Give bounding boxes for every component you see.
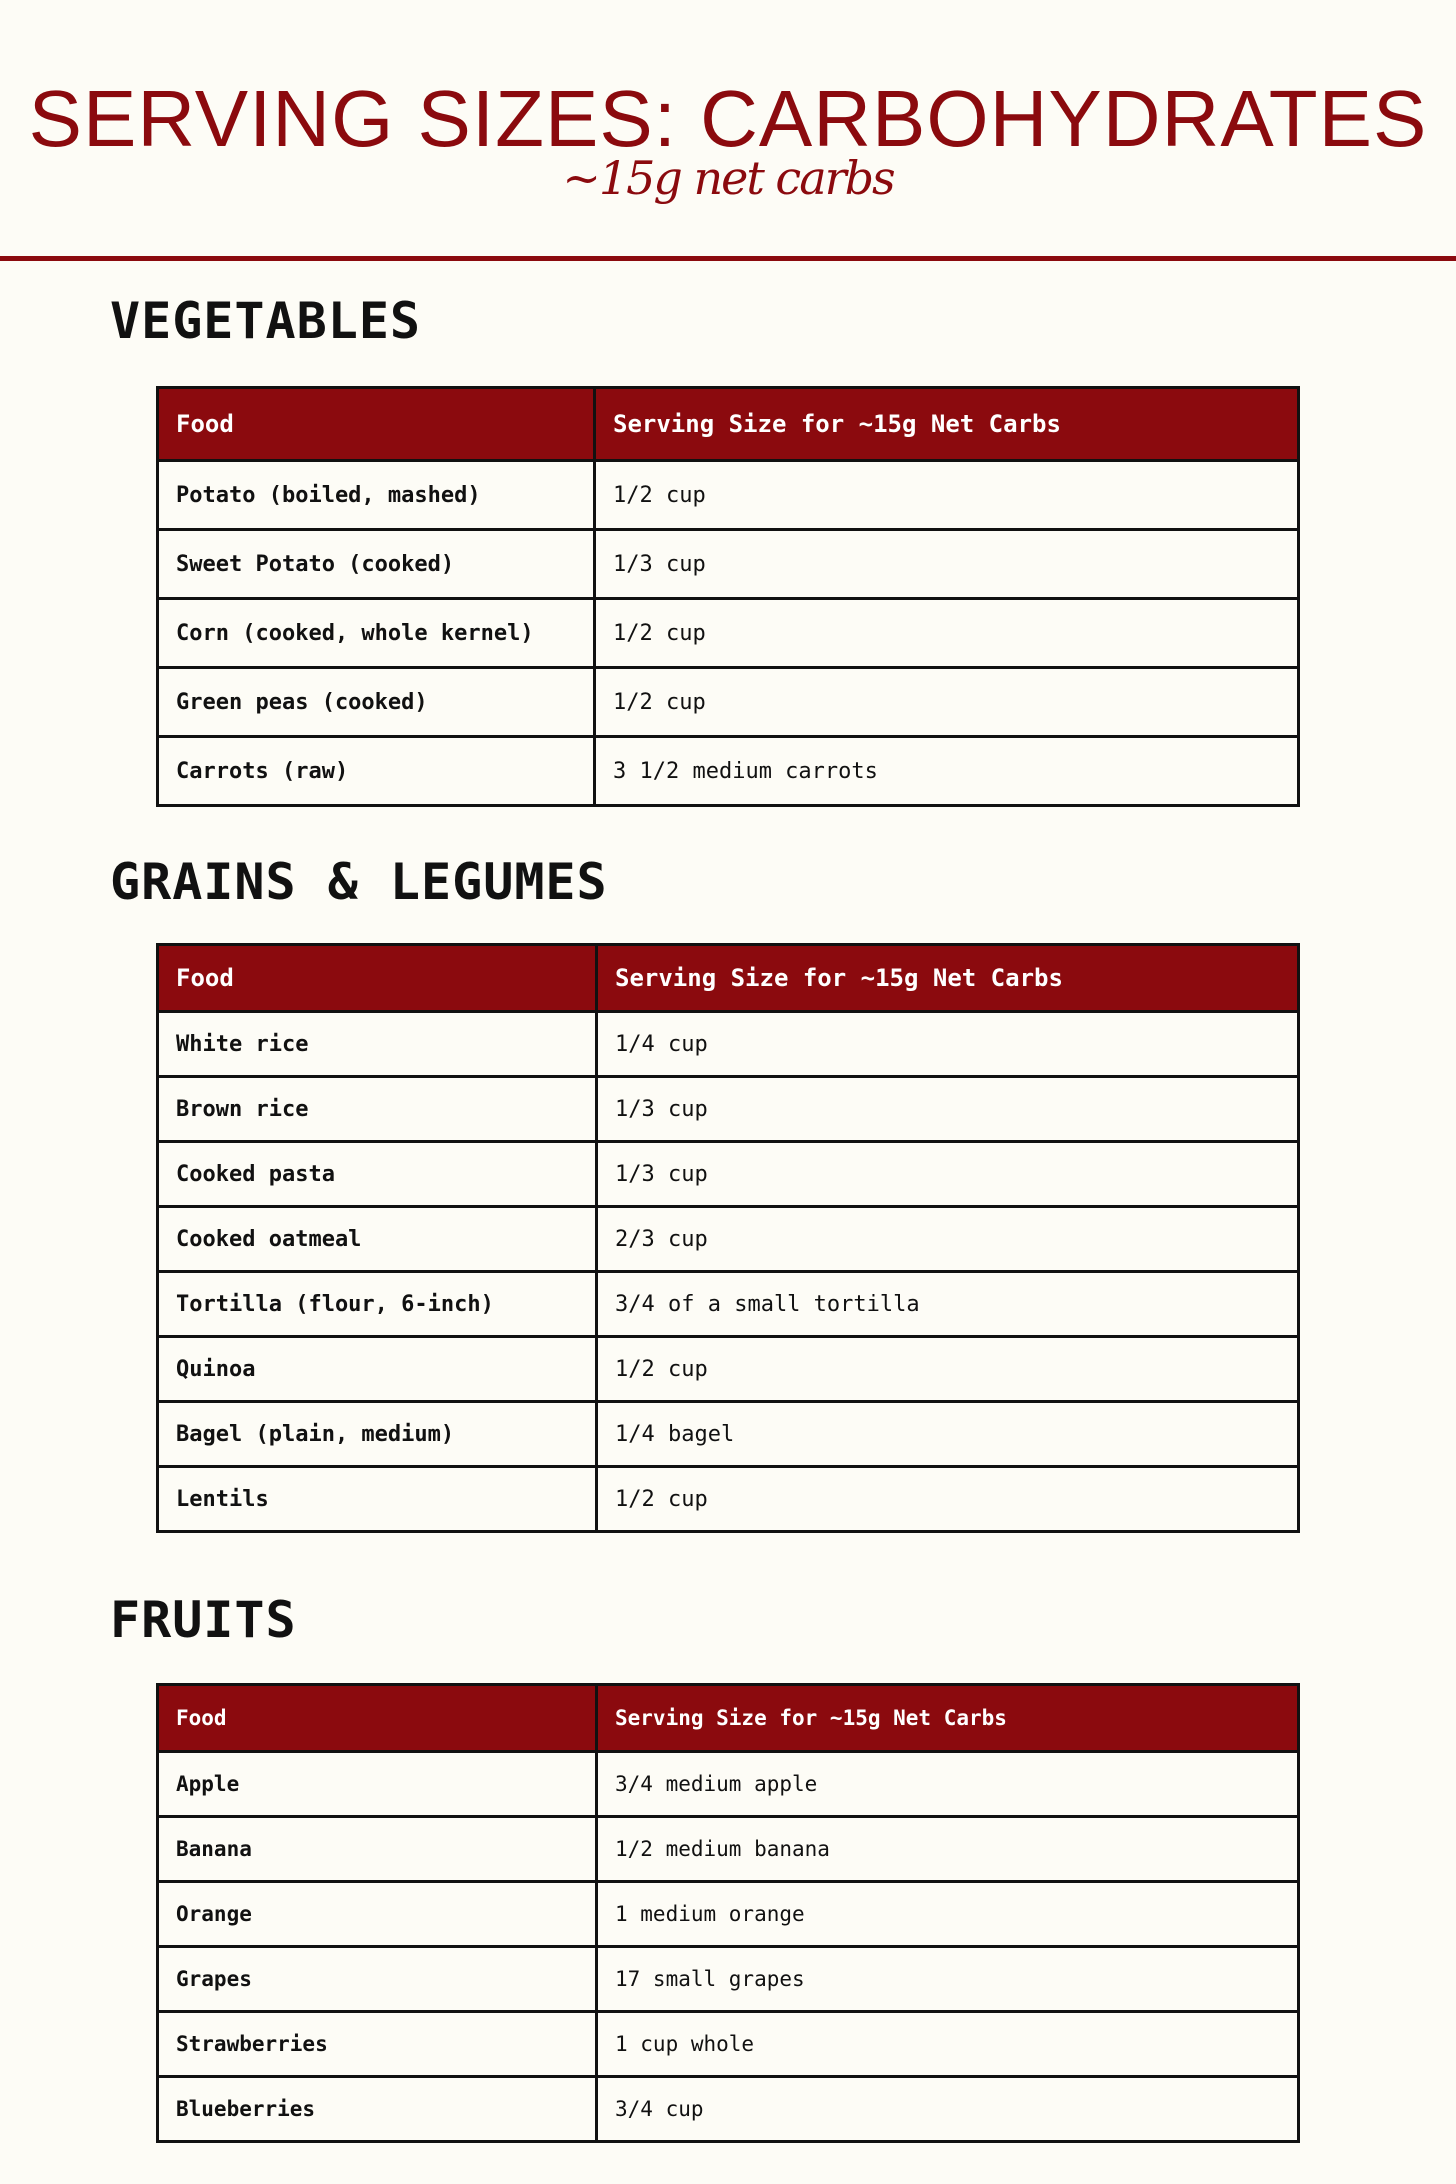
table-row	[158, 1207, 1299, 1272]
serving-size-cell: 1/2 cup	[597, 1337, 1299, 1402]
serving-size-cell: 1 cup whole	[597, 2012, 1299, 2077]
serving-size-cell: 2/3 cup	[597, 1207, 1299, 1272]
serving-size-cell: 3 1/2 medium carrots	[595, 737, 1299, 806]
column-header-serving-size: Serving Size for ~15g Net Carbs	[595, 388, 1299, 461]
table-row	[158, 1947, 1299, 2012]
table-row	[158, 668, 1299, 737]
page-subtitle: ~15g net carbs	[562, 151, 894, 205]
table-header-row	[158, 388, 1299, 461]
serving-size-cell: 3/4 cup	[597, 2077, 1299, 2142]
table-row	[158, 530, 1299, 599]
food-cell: Carrots (raw)	[158, 737, 595, 806]
food-cell: Sweet Potato (cooked)	[158, 530, 595, 599]
food-cell: Orange	[158, 1882, 597, 1947]
table-row	[158, 1077, 1299, 1142]
food-cell: Blueberries	[158, 2077, 597, 2142]
food-cell: White rice	[158, 1012, 597, 1077]
vegetables-table	[156, 386, 1300, 807]
table-row	[158, 2077, 1299, 2142]
column-header-serving-size: Serving Size for ~15g Net Carbs	[597, 945, 1299, 1012]
food-cell: Potato (boiled, mashed)	[158, 461, 595, 530]
table-row	[158, 1882, 1299, 1947]
serving-size-cell: 1 medium orange	[597, 1882, 1299, 1947]
food-cell: Bagel (plain, medium)	[158, 1402, 597, 1467]
table-row	[158, 1142, 1299, 1207]
table-row	[158, 1337, 1299, 1402]
food-cell: Banana	[158, 1817, 597, 1882]
section-title-grains-legumes: GRAINS & LEGUMES	[110, 853, 608, 911]
food-cell: Corn (cooked, whole kernel)	[158, 599, 595, 668]
page-header	[0, 0, 1456, 262]
food-cell: Cooked pasta	[158, 1142, 597, 1207]
food-cell: Apple	[158, 1752, 597, 1817]
serving-size-cell: 1/3 cup	[595, 530, 1299, 599]
food-cell: Brown rice	[158, 1077, 597, 1142]
grains-legumes-table	[156, 943, 1300, 1533]
column-header-food: Food	[158, 945, 597, 1012]
header-divider	[0, 256, 1456, 261]
table-row	[158, 1272, 1299, 1337]
food-cell: Green peas (cooked)	[158, 668, 595, 737]
serving-size-cell: 1/4 bagel	[597, 1402, 1299, 1467]
column-header-food: Food	[158, 388, 595, 461]
serving-size-cell: 1/2 medium banana	[597, 1817, 1299, 1882]
table-row	[158, 1752, 1299, 1817]
serving-size-cell: 1/3 cup	[597, 1142, 1299, 1207]
serving-size-cell: 1/2 cup	[595, 599, 1299, 668]
table-row	[158, 1467, 1299, 1532]
column-header-food: Food	[158, 1685, 597, 1752]
table-row	[158, 599, 1299, 668]
food-cell: Cooked oatmeal	[158, 1207, 597, 1272]
serving-size-cell: 1/4 cup	[597, 1012, 1299, 1077]
section-title-vegetables: VEGETABLES	[110, 292, 422, 350]
table-row	[158, 2012, 1299, 2077]
fruits-table	[156, 1683, 1300, 2143]
food-cell: Grapes	[158, 1947, 597, 2012]
serving-size-cell: 1/3 cup	[597, 1077, 1299, 1142]
serving-size-cell: 1/2 cup	[595, 668, 1299, 737]
serving-size-cell: 17 small grapes	[597, 1947, 1299, 2012]
table-header-row	[158, 1685, 1299, 1752]
page-title: SERVING SIZES: CARBOHYDRATES	[28, 74, 1428, 163]
serving-size-cell: 3/4 medium apple	[597, 1752, 1299, 1817]
table-row	[158, 1012, 1299, 1077]
food-cell: Strawberries	[158, 2012, 597, 2077]
serving-size-cell: 1/2 cup	[597, 1467, 1299, 1532]
table-row	[158, 1817, 1299, 1882]
section-title-fruits: FRUITS	[110, 1591, 297, 1649]
table-header-row	[158, 945, 1299, 1012]
table-row	[158, 1402, 1299, 1467]
serving-size-cell: 3/4 of a small tortilla	[597, 1272, 1299, 1337]
table-row	[158, 461, 1299, 530]
column-header-serving-size: Serving Size for ~15g Net Carbs	[597, 1685, 1299, 1752]
serving-size-cell: 1/2 cup	[595, 461, 1299, 530]
food-cell: Tortilla (flour, 6-inch)	[158, 1272, 597, 1337]
food-cell: Lentils	[158, 1467, 597, 1532]
food-cell: Quinoa	[158, 1337, 597, 1402]
table-row	[158, 737, 1299, 806]
